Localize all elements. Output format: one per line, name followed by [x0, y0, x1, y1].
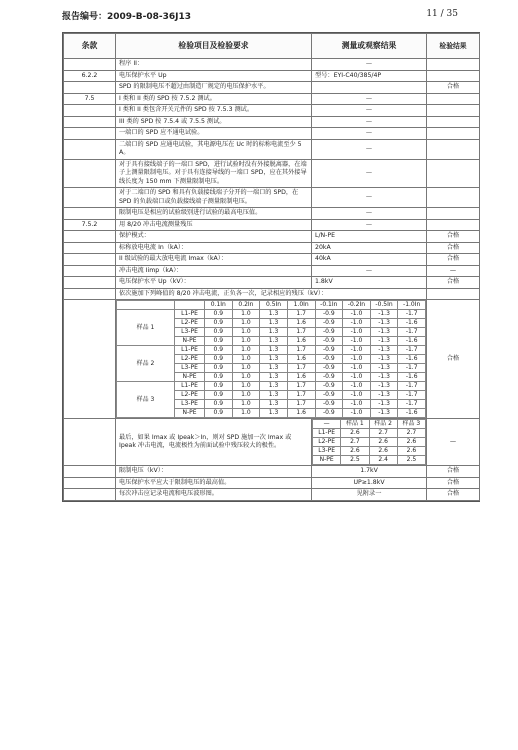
residual-value: -0.9	[315, 364, 343, 373]
inspection-table-sheet	[62, 32, 480, 502]
item-cell: 依次施加下列峰值的 8/20 冲击电流，正负各一次，记录相应的残压（kV）：	[116, 288, 427, 300]
verdict-cell: 合格	[427, 254, 480, 266]
verdict-cell: —	[427, 419, 480, 466]
table-row	[64, 139, 480, 159]
residual-value: -0.9	[315, 391, 343, 400]
residual-value: 1.7	[287, 382, 315, 391]
sample-label: 样品 1	[117, 310, 175, 346]
residual-value: -1.6	[398, 373, 426, 382]
residual-value: -1.0	[343, 373, 371, 382]
residual-value: 1.3	[260, 382, 288, 391]
protection-mode: L2-PE	[175, 355, 205, 364]
residual-value: -1.3	[370, 391, 398, 400]
result-cell: L/N-PE	[312, 231, 427, 243]
residual-value: 1.6	[287, 373, 315, 382]
residual-value: 0.9	[205, 382, 233, 391]
table-row	[64, 300, 480, 419]
clause-cell: 7.5.2	[64, 219, 116, 231]
item-cell: 限制电压是相应的试验级别进行试验的最高电压值。	[116, 208, 312, 220]
residual-value: -0.9	[315, 409, 343, 418]
imax-row	[313, 438, 426, 447]
imax-header: 样品 3	[397, 420, 425, 429]
protection-mode: N-PE	[175, 337, 205, 346]
table-row	[64, 242, 480, 254]
imax-value: 2.6	[341, 429, 369, 438]
verdict-cell: 合格	[427, 489, 480, 501]
imax-value: 2.7	[369, 429, 397, 438]
result-cell: 型号：EYI-C40/385/4P	[312, 70, 427, 82]
residual-value: -1.0	[343, 409, 371, 418]
residual-value: 1.0	[232, 319, 260, 328]
result-cell: —	[312, 105, 427, 117]
imax-value: 2.4	[369, 456, 397, 465]
result-cell: —	[312, 116, 427, 128]
residual-value: 0.9	[205, 337, 233, 346]
residual-value: -1.7	[398, 328, 426, 337]
residual-value: 1.0	[232, 328, 260, 337]
item-cell: 标称放电电流 In（kA）：	[116, 242, 312, 254]
item-cell: 用 8/20 冲击电流测量残压	[116, 219, 312, 231]
item-cell: 每次冲击应记录电流和电压波形图。	[116, 489, 312, 501]
residual-value: 0.9	[205, 346, 233, 355]
corner-cell	[117, 301, 175, 310]
residual-value: -1.6	[398, 337, 426, 346]
imax-value: 2.7	[341, 438, 369, 447]
residual-value: 1.3	[260, 310, 288, 319]
residual-value: -1.7	[398, 400, 426, 409]
residual-value: 1.0	[232, 400, 260, 409]
clause-cell: 6.2.2	[64, 70, 116, 82]
table-row	[64, 265, 480, 277]
table-row	[64, 254, 480, 266]
residual-value: -1.3	[370, 400, 398, 409]
table-row	[64, 70, 480, 82]
residual-value: -1.3	[370, 373, 398, 382]
residual-value: -0.9	[315, 328, 343, 337]
verdict-cell: 合格	[427, 82, 480, 94]
residual-value: 1.7	[287, 328, 315, 337]
imax-value: 2.6	[369, 447, 397, 456]
residual-row	[117, 346, 426, 355]
residual-value: -0.9	[315, 346, 343, 355]
corner-cell	[175, 301, 205, 310]
protection-mode: L3-PE	[175, 364, 205, 373]
residual-value: -1.3	[370, 319, 398, 328]
residual-header: -0.5In	[370, 301, 398, 310]
residual-value: -1.0	[343, 355, 371, 364]
table-row	[64, 128, 480, 140]
residual-value: -1.0	[343, 364, 371, 373]
item-cell: 电压保护水平应大于限制电压的最高值。	[116, 477, 312, 489]
residual-value: -1.0	[343, 319, 371, 328]
residual-value: 1.3	[260, 364, 288, 373]
table-row	[64, 231, 480, 243]
table-row	[64, 93, 480, 105]
item-cell: 保护模式：	[116, 231, 312, 243]
protection-mode: L1-PE	[175, 310, 205, 319]
verdict-cell: 合格	[427, 466, 480, 478]
table-row	[64, 82, 480, 94]
residual-value: 1.0	[232, 355, 260, 364]
item-cell: 对于具有接线端子的一端口 SPD，进行试验时没有外接脱离器，在端子上测量限制电压。对于具有连接导线的一端口 SPD，应在其外接导线长度为 150 mm 下测量限制电压。	[116, 159, 312, 188]
residual-value: -1.6	[398, 409, 426, 418]
item-cell: 限制电压（kV）：	[116, 466, 312, 478]
residual-value: 0.9	[205, 310, 233, 319]
result-cell: —	[312, 208, 427, 220]
clause-cell: 7.5	[64, 93, 116, 105]
residual-value: 1.6	[287, 319, 315, 328]
residual-header: -1.0In	[398, 301, 426, 310]
protection-mode: N-PE	[313, 456, 341, 465]
page-header	[62, 9, 458, 23]
imax-value: 2.6	[369, 438, 397, 447]
table-row	[64, 419, 480, 466]
result-cell: —	[312, 188, 427, 208]
protection-mode: N-PE	[175, 373, 205, 382]
table-row	[64, 288, 480, 300]
table-row	[64, 105, 480, 117]
sample-label: 样品 2	[117, 346, 175, 382]
residual-value: -1.0	[343, 346, 371, 355]
residual-header: 0.5In	[260, 301, 288, 310]
result-cell: UP≥1.8kV	[312, 477, 427, 489]
imax-value: 2.5	[397, 456, 425, 465]
result-cell: —	[312, 128, 427, 140]
table-row	[64, 466, 480, 478]
residual-row	[117, 310, 426, 319]
imax-row	[313, 429, 426, 438]
residual-value: 0.9	[205, 373, 233, 382]
residual-value: 0.9	[205, 328, 233, 337]
residual-value: 0.9	[205, 391, 233, 400]
report-number: 报告编号：2009-B-08-36J13	[62, 12, 192, 22]
protection-mode: L1-PE	[175, 346, 205, 355]
residual-value: 1.6	[287, 337, 315, 346]
verdict-cell: 合格	[427, 277, 480, 289]
table-row	[64, 477, 480, 489]
residual-value: 0.9	[205, 355, 233, 364]
residual-value: 1.7	[287, 310, 315, 319]
imax-table	[312, 419, 426, 465]
protection-mode: L2-PE	[313, 438, 341, 447]
result-cell: —	[312, 59, 427, 71]
residual-value: 1.3	[260, 337, 288, 346]
imax-header: 样品 2	[369, 420, 397, 429]
residual-value: -1.0	[343, 382, 371, 391]
table-row	[64, 277, 480, 289]
residual-value: 1.3	[260, 346, 288, 355]
residual-value: 1.7	[287, 364, 315, 373]
residual-value: -1.7	[398, 382, 426, 391]
residual-value: -1.6	[398, 355, 426, 364]
residual-value: -1.3	[370, 337, 398, 346]
residual-value: -1.3	[370, 355, 398, 364]
residual-value: -1.0	[343, 328, 371, 337]
item-cell: 二端口的 SPD 应通电试验，其电源电压在 Uc 时的标称电流至少 5 A。	[116, 139, 312, 159]
protection-mode: L1-PE	[175, 382, 205, 391]
result-cell: 1.8kV	[312, 277, 427, 289]
residual-value: 1.3	[260, 328, 288, 337]
table-row	[64, 59, 480, 71]
result-cell: —	[312, 265, 427, 277]
protection-mode: N-PE	[175, 409, 205, 418]
table-row	[64, 116, 480, 128]
verdict-cell: 合格	[427, 477, 480, 489]
residual-value: -1.7	[398, 364, 426, 373]
residual-value: 1.3	[260, 355, 288, 364]
residual-value: -0.9	[315, 373, 343, 382]
residual-value: -0.9	[315, 310, 343, 319]
residual-header: 0.2In	[232, 301, 260, 310]
imax-value: 2.5	[341, 456, 369, 465]
verdict-cell: 合格	[427, 231, 480, 243]
page-number: 11 / 35	[426, 9, 458, 19]
verdict-cell: 合格	[427, 300, 480, 419]
result-cell: 1.7kV	[312, 466, 427, 478]
residual-value: 1.3	[260, 391, 288, 400]
residual-header: 0.1In	[205, 301, 233, 310]
item-cell: II 级试验的最大放电电流 Imax（kA）：	[116, 254, 312, 266]
residual-value: -1.7	[398, 346, 426, 355]
residual-value: 0.9	[205, 319, 233, 328]
protection-mode: L3-PE	[175, 328, 205, 337]
item-cell: SPD 的限制电压不超过由制造厂规定的电压保护水平。	[116, 82, 312, 94]
residual-value: -1.0	[343, 310, 371, 319]
residual-value: 1.7	[287, 391, 315, 400]
col-result: 测量或观察结果	[312, 34, 427, 59]
residual-value: 1.0	[232, 373, 260, 382]
residual-value: 1.0	[232, 409, 260, 418]
residual-value: 1.0	[232, 310, 260, 319]
protection-mode: L1-PE	[313, 429, 341, 438]
item-cell: 电压保护水平 Up（kV）：	[116, 277, 312, 289]
item-cell: I 类和 II 类的 SPD 按 7.5.2 测试。	[116, 93, 312, 105]
residual-value: -1.3	[370, 382, 398, 391]
residual-value: -0.9	[315, 337, 343, 346]
residual-value: -1.6	[398, 319, 426, 328]
item-cell: 对于二端口的 SPD 和具有负载接线端子分开的一端口的 SPD，在 SPD 的负载端口或负载接线端子测量限制电压。	[116, 188, 312, 208]
residual-value: -1.3	[370, 310, 398, 319]
item-cell: III 类的 SPD 按 7.5.4 或 7.5.5 测试。	[116, 116, 312, 128]
residual-value: -1.3	[370, 364, 398, 373]
result-cell: —	[312, 159, 427, 188]
item-cell: 电压保护水平 Up	[116, 70, 312, 82]
residual-value: -0.9	[315, 400, 343, 409]
protection-mode: L3-PE	[313, 447, 341, 456]
verdict-cell: 合格	[427, 242, 480, 254]
residual-header: -0.1In	[315, 301, 343, 310]
imax-value: 2.6	[397, 438, 425, 447]
col-item: 检验项目及检验要求	[116, 34, 312, 59]
result-cell: —	[312, 139, 427, 159]
item-cell: 程序 II：	[116, 59, 312, 71]
item-cell: 最后，如果 Imax 或 Ipeak＞In，则对 SPD 施加一次 Imax 或 Ipeak 冲击电流，电流极性为前面试验中残压较大的极性。	[116, 419, 312, 466]
residual-value: 1.0	[232, 337, 260, 346]
result-cell: —	[312, 219, 427, 231]
residual-value: -1.0	[343, 391, 371, 400]
residual-value: 0.9	[205, 409, 233, 418]
residual-value: -1.3	[370, 409, 398, 418]
imax-body	[313, 429, 426, 465]
imax-value: 2.6	[397, 447, 425, 456]
residual-value: 1.7	[287, 400, 315, 409]
result-cell: —	[312, 93, 427, 105]
table-row	[64, 208, 480, 220]
residual-value: -0.9	[315, 319, 343, 328]
imax-value: 2.6	[341, 447, 369, 456]
table-row	[64, 188, 480, 208]
residual-value: -1.7	[398, 391, 426, 400]
residual-value: 1.6	[287, 355, 315, 364]
residual-value: 1.0	[232, 346, 260, 355]
residual-value: 1.3	[260, 373, 288, 382]
residual-value: -0.9	[315, 382, 343, 391]
residual-body	[117, 310, 426, 418]
protection-mode: L2-PE	[175, 319, 205, 328]
residual-header: -0.2In	[343, 301, 371, 310]
residual-value: -1.3	[370, 346, 398, 355]
residual-value: 1.3	[260, 400, 288, 409]
item-cell: 冲击电流 Iimp（kA）：	[116, 265, 312, 277]
residual-value: -1.3	[370, 328, 398, 337]
residual-value: 1.6	[287, 409, 315, 418]
result-cell: 40kA	[312, 254, 427, 266]
result-cell: 20kA	[312, 242, 427, 254]
residual-row	[117, 382, 426, 391]
residual-value: 1.0	[232, 382, 260, 391]
residual-value: -0.9	[315, 355, 343, 364]
residual-value: 1.0	[232, 391, 260, 400]
residual-voltage-table	[116, 300, 426, 418]
table-row	[64, 489, 480, 501]
col-clause: 条款	[64, 34, 116, 59]
col-verdict: 检验结果	[427, 34, 480, 59]
protection-mode: L3-PE	[175, 400, 205, 409]
residual-value: 0.9	[205, 400, 233, 409]
imax-row	[313, 447, 426, 456]
residual-value: 1.3	[260, 319, 288, 328]
residual-value: 1.7	[287, 346, 315, 355]
imax-header: —	[313, 420, 341, 429]
residual-value: -1.0	[343, 337, 371, 346]
verdict-cell: —	[427, 265, 480, 277]
residual-header: 1.0In	[287, 301, 315, 310]
residual-value: -1.7	[398, 310, 426, 319]
residual-value: -1.0	[343, 400, 371, 409]
imax-block	[312, 419, 427, 466]
item-cell: 一端口的 SPD 应不通电试验。	[116, 128, 312, 140]
table-row	[64, 159, 480, 188]
sample-label: 样品 3	[117, 382, 175, 418]
residual-value: 1.0	[232, 364, 260, 373]
residual-voltage-block	[116, 300, 427, 419]
imax-row	[313, 456, 426, 465]
table-row	[64, 219, 480, 231]
residual-value: 0.9	[205, 364, 233, 373]
inspection-table	[63, 33, 480, 501]
imax-value: 2.7	[397, 429, 425, 438]
item-cell: I 类和 II 类包含开关元件的 SPD 按 7.5.3 测试。	[116, 105, 312, 117]
imax-header: 样品 1	[341, 420, 369, 429]
protection-mode: L2-PE	[175, 391, 205, 400]
residual-value: 1.3	[260, 409, 288, 418]
result-cell: 见附录一	[312, 489, 427, 501]
